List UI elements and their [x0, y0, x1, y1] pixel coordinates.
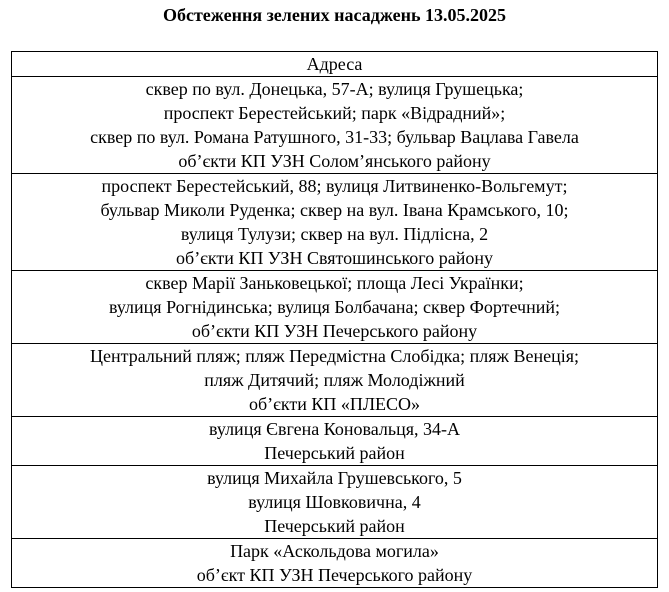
table-row — [12, 174, 658, 271]
address-line: Печерський район — [264, 516, 405, 536]
document-title: Обстеження зелених насаджень 13.05.2025 — [162, 5, 507, 25]
address-cell — [12, 417, 658, 466]
address-cell — [12, 77, 658, 174]
address-line: Центральний пляж; пляж Передмістна Слобідка; пляж Венеція; — [89, 346, 579, 366]
address-line: пляж Дитячий; пляж Молодіжний — [204, 370, 465, 390]
address-line: об’єкти КП УЗН Печерського району — [191, 321, 478, 341]
address-line: вулиця Тулузи; сквер на вул. Підлісна, 2 — [180, 224, 489, 244]
address-line: вулиця Євгена Коновальця, 34-А — [208, 419, 460, 439]
address-line: об’єкти КП УЗН Святошинського району — [176, 248, 493, 268]
address-cell — [12, 466, 658, 539]
address-line: проспект Берестейський; парк «Відрадний»; — [163, 103, 506, 123]
table-row — [12, 77, 658, 174]
address-table — [11, 51, 658, 588]
table-row — [12, 271, 658, 344]
address-line: сквер Марії Заньковецької; площа Лесі Українки; — [145, 273, 524, 293]
address-line: вулиця Шовковична, 4 — [248, 492, 421, 512]
address-line: сквер по вул. Романа Ратушного, 31-33; бульвар Вацлава Гавела — [90, 127, 579, 147]
address-line: Печерський район — [264, 443, 405, 463]
address-cell — [12, 344, 658, 417]
address-line: вулиця Рогнідинська; вулиця Болбачана; сквер Фортечний; — [108, 297, 561, 317]
address-cell — [12, 539, 658, 588]
address-line: Парк «Аскольдова могила» — [230, 541, 439, 561]
address-cell — [12, 174, 658, 271]
table-row — [12, 417, 658, 466]
address-line: об’єкт КП УЗН Печерського району — [196, 565, 473, 585]
column-header-address: Адреса — [12, 52, 658, 77]
address-line: об’єкти КП «ПЛЕСО» — [248, 394, 421, 414]
table-row — [12, 344, 658, 417]
address-line: сквер по вул. Донецька, 57-А; вулиця Грушецька; — [145, 79, 524, 99]
address-line: об’єкти КП УЗН Солом’янського району — [178, 151, 491, 171]
address-line: бульвар Миколи Руденка; сквер на вул. Івана Крамського, 10; — [100, 200, 569, 220]
table-header-row — [12, 52, 658, 77]
table-row — [12, 539, 658, 588]
address-line: вулиця Михайла Грушевського, 5 — [207, 468, 462, 488]
address-cell — [12, 271, 658, 344]
table-row — [12, 466, 658, 539]
address-line: проспект Берестейський, 88; вулиця Литвиненко-Вольгемут; — [101, 176, 568, 196]
